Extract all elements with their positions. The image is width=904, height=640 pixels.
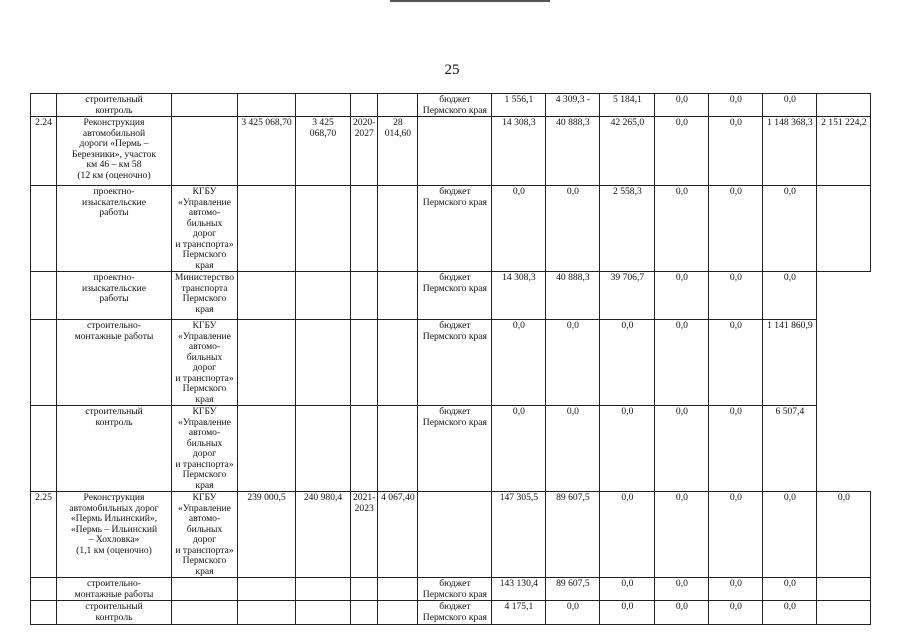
cell-stage: проектно- изыскательские работы <box>57 272 172 320</box>
table-row <box>31 272 871 320</box>
cell-value: 0,0 <box>655 406 709 492</box>
cell-executor: КГБУ «Управление автомо- бильных дорог и транспорта» Пермского края <box>172 406 238 492</box>
page-number: 25 <box>444 62 460 78</box>
cell-value: 0,0 <box>709 117 763 186</box>
cell-done: 4 067,40 <box>378 492 418 578</box>
cell-value: 0,0 <box>546 320 600 406</box>
cell-value: 0,0 <box>492 186 546 272</box>
cell-value: 0,0 <box>763 94 817 117</box>
cell-source: бюджет Пермского края <box>418 406 492 492</box>
cell-value: 0,0 <box>709 578 763 601</box>
cell-source: бюджет Пермского края <box>418 272 492 320</box>
table-row <box>31 406 871 492</box>
cell-object-name: Реконструкция автомобильных дорог «Пермь Ильинский», «Пермь – Ильинский – Хохловка» (1,1 км (оценочно) <box>57 492 172 578</box>
cell-value: 0,0 <box>600 406 655 492</box>
cell-stage: строительный контроль <box>57 94 172 117</box>
cell-executor: КГБУ «Управление автомо- бильных дорог и транспорта» Пермского края <box>172 186 238 272</box>
cell-value: 1 141 860,9 <box>763 320 817 406</box>
cell-value: 0,0 <box>492 406 546 492</box>
cell-value: 0,0 <box>763 272 817 320</box>
cell-value: 0,0 <box>655 492 709 578</box>
cell-value: 4 309,3 - <box>546 94 600 117</box>
table-row <box>31 578 871 601</box>
cell-value: 14 308,3 <box>492 272 546 320</box>
cell-value: 0,0 <box>709 492 763 578</box>
cell-value: 4 175,1 <box>492 601 546 625</box>
cell-stage: строительно- монтажные работы <box>57 578 172 601</box>
cell-stage: строительно- монтажные работы <box>57 320 172 406</box>
cell-source: бюджет Пермского края <box>418 320 492 406</box>
cell-value: 0,0 <box>655 94 709 117</box>
cell-value: 0,0 <box>709 406 763 492</box>
program-table <box>30 93 871 625</box>
cell-value: 0,0 <box>763 601 817 625</box>
cell-value: 5 184,1 <box>600 94 655 117</box>
cell-object-name: Реконструкция автомобильной дороги «Пермь – Березники», участок км 46 – км 58 (12 км (оценочно) <box>57 117 172 186</box>
cell-value: 0,0 <box>709 272 763 320</box>
cell-executor: Министерство транспорта Пермского края <box>172 272 238 320</box>
cell-value: 0,0 <box>709 601 763 625</box>
cell-source: бюджет Пермского края <box>418 578 492 601</box>
cell-value: 1 148 368,3 <box>763 117 817 186</box>
table-row <box>31 94 871 117</box>
cell-value: 2 558,3 <box>600 186 655 272</box>
cell-value: 0,0 <box>709 94 763 117</box>
table-row <box>31 117 871 186</box>
cell-value: 0,0 <box>655 578 709 601</box>
cell-source: бюджет Пермского края <box>418 94 492 117</box>
cell-value: 143 130,4 <box>492 578 546 601</box>
cell-value: 0,0 <box>655 186 709 272</box>
cell-period: 2021- 2023 <box>351 492 378 578</box>
cell-source: бюджет Пермского края <box>418 601 492 625</box>
cell-period: 2020- 2027 <box>351 117 378 186</box>
cell-value: 89 607,5 <box>546 578 600 601</box>
cell-value: 0,0 <box>763 578 817 601</box>
cell-value: 0,0 <box>546 186 600 272</box>
table-row <box>31 601 871 625</box>
cell-value: 1 556,1 <box>492 94 546 117</box>
cell-executor: КГБУ «Управление автомо- бильных дорог и транспорта» Пермского края <box>172 492 238 578</box>
cell-value: 0,0 <box>655 320 709 406</box>
cell-stage: строительный контроль <box>57 406 172 492</box>
table-row <box>31 320 871 406</box>
cell-executor <box>172 94 238 117</box>
cell-value: 2 151 224,2 <box>817 117 871 186</box>
cell-cost: 240 980,4 <box>296 492 351 578</box>
cell-value: 0,0 <box>492 320 546 406</box>
cell-value: 0,0 <box>600 578 655 601</box>
cell-done: 28 014,60 <box>378 117 418 186</box>
cell-stage: проектно- изыскательские работы <box>57 186 172 272</box>
scan-edge-line <box>390 0 550 2</box>
cell-value: 14 308,3 <box>492 117 546 186</box>
table-row <box>31 186 871 272</box>
cell-value: 6 507,4 <box>763 406 817 492</box>
cell-value: 0,0 <box>763 492 817 578</box>
cell-value: 147 305,5 <box>492 492 546 578</box>
cell-value: 0,0 <box>763 186 817 272</box>
table-row <box>31 492 871 578</box>
cell-value: 0,0 <box>546 406 600 492</box>
cell-value: 40 888,3 <box>546 272 600 320</box>
cell-value: 0,0 <box>655 117 709 186</box>
cell-value: 0,0 <box>655 272 709 320</box>
cell-cost: 3 425 068,70 <box>296 117 351 186</box>
cell-num <box>31 94 57 117</box>
cell-value: 0,0 <box>817 492 871 578</box>
cell-num: 2.24 <box>31 117 57 186</box>
cell-value: 89 607,5 <box>546 492 600 578</box>
cell-num: 2.25 <box>31 492 57 578</box>
cell-value: 0,0 <box>655 601 709 625</box>
cell-value: 39 706,7 <box>600 272 655 320</box>
cell-value: 0,0 <box>546 601 600 625</box>
cell-value: 42 265,0 <box>600 117 655 186</box>
cell-source: бюджет Пермского края <box>418 186 492 272</box>
cell-value: 0,0 <box>600 601 655 625</box>
cell-value: 0,0 <box>600 492 655 578</box>
cell-cost: 239 000,5 <box>238 492 296 578</box>
cell-value: 40 888,3 <box>546 117 600 186</box>
cell-cost: 3 425 068,70 <box>238 117 296 186</box>
cell-stage: строительный контроль <box>57 601 172 625</box>
cell-executor: КГБУ «Управление автомо- бильных дорог и транспорта» Пермского края <box>172 320 238 406</box>
cell-value: 0,0 <box>709 320 763 406</box>
cell-value: 0,0 <box>600 320 655 406</box>
cell-value: 0,0 <box>709 186 763 272</box>
